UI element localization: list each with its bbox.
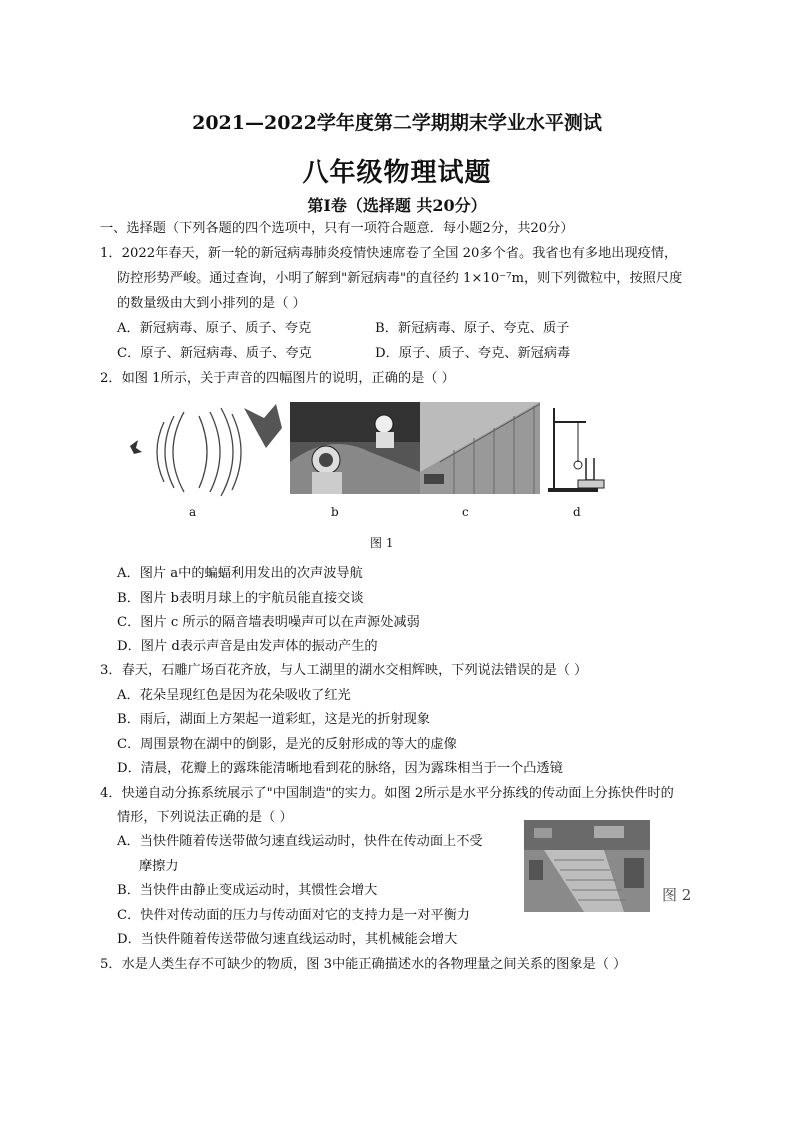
q1-option-c: C．原子、新冠病毒、质子、夸克 — [117, 346, 312, 361]
section-heading: 一、选择题（下列各题的四个选项中，只有一项符合题意．每小题2分，共20分） — [100, 221, 574, 236]
q4-option-a-line1: A．当快件随着传送带做匀速直线运动时，快件在传动面上不受 — [117, 834, 483, 849]
figure-2-caption: 图 2 — [662, 886, 692, 904]
q4-line1: 4．快递自动分拣系统展示了"中国制造"的实力。如图 2所示是水平分拣线的传动面上分拣快件时的 — [100, 786, 674, 801]
figure-1 — [124, 402, 616, 504]
figure-1-label-c: c — [462, 505, 469, 519]
figure-b-astronauts — [290, 402, 420, 494]
q3-stem: 3．春天，石雕广场百花齐放，与人工湖里的湖水交相辉映，下列说法错误的是（ ） — [100, 663, 588, 678]
q4-option-a-line2: 摩擦力 — [139, 859, 179, 874]
figure-2 — [524, 820, 650, 912]
q1-option-b: B．新冠病毒、原子、夸克、质子 — [375, 321, 570, 336]
q2-option-d: D．图片 d表示声音是由发声体的振动产生的 — [117, 639, 378, 654]
exam-title: 2021—2022学年度第二学期期末学业水平测试 — [192, 112, 602, 134]
figure-1-label-d: d — [573, 505, 581, 519]
q2-option-b: B．图片 b表明月球上的宇航员能直接交谈 — [117, 591, 364, 606]
q4-option-b: B．当快件由静止变成运动时，其惯性会增大 — [117, 883, 378, 898]
q3-option-c: C．周围景物在湖中的倒影，是光的反射形成的等大的虚像 — [117, 737, 457, 752]
figure-2-sorting-line-photo — [524, 820, 650, 912]
q1-line2: 防控形势严峻。通过查询，小明了解到"新冠病毒"的直径约 1×10⁻⁷m，则下列微粒中，按照尺度 — [117, 271, 683, 286]
figure-c-sound-barrier — [420, 402, 540, 494]
q4-option-c: C．快件对传动面的压力与传动面对它的支持力是一对平衡力 — [117, 908, 470, 923]
section-title: 第Ⅰ卷（选择题 共20分） — [307, 196, 487, 215]
figure-d-tuning-fork — [542, 402, 616, 494]
figure-1-label-b: b — [331, 505, 339, 519]
figure-1-caption: 图 1 — [370, 536, 394, 550]
figure-1-images — [124, 402, 616, 504]
exam-subject-title: 八年级物理试题 — [302, 158, 492, 188]
q3-option-b: B．雨后，湖面上方架起一道彩虹，这是光的折射现象 — [117, 712, 431, 727]
q4-option-d: D．当快件随着传送带做匀速直线运动时，其机械能会增大 — [117, 932, 458, 947]
q3-option-a: A．花朵呈现红色是因为花朵吸收了红光 — [117, 688, 351, 703]
q1-line3: 的数量级由大到小排列的是（ ） — [117, 296, 306, 311]
q2-option-a: A．图片 a中的蝙蝠利用发出的次声波导航 — [117, 566, 363, 581]
q1-line1: 1．2022年春天，新一轮的新冠病毒肺炎疫情快速席卷了全国 20多个省。我省也有多地出现疫情， — [100, 246, 678, 261]
q1-option-d: D．原子、质子、夸克、新冠病毒 — [375, 346, 571, 361]
q4-line2: 情形，下列说法正确的是（ ） — [117, 810, 293, 825]
q1-option-a: A．新冠病毒、原子、质子、夸克 — [117, 321, 312, 336]
figure-1-label-a: a — [189, 505, 197, 519]
q3-option-d: D．清晨，花瓣上的露珠能清晰地看到花的脉络，因为露珠相当于一个凸透镜 — [117, 761, 563, 776]
q5-stem: 5．水是人类生存不可缺少的物质，图 3中能正确描述水的各物理量之间关系的图象是（ ） — [100, 957, 627, 972]
q2-option-c: C．图片 c 所示的隔音墙表明噪声可以在声源处减弱 — [117, 615, 420, 630]
figure-a-bat-waves — [130, 404, 282, 496]
q2-stem: 2．如图 1所示，关于声音的四幅图片的说明，正确的是（ ） — [100, 371, 455, 386]
